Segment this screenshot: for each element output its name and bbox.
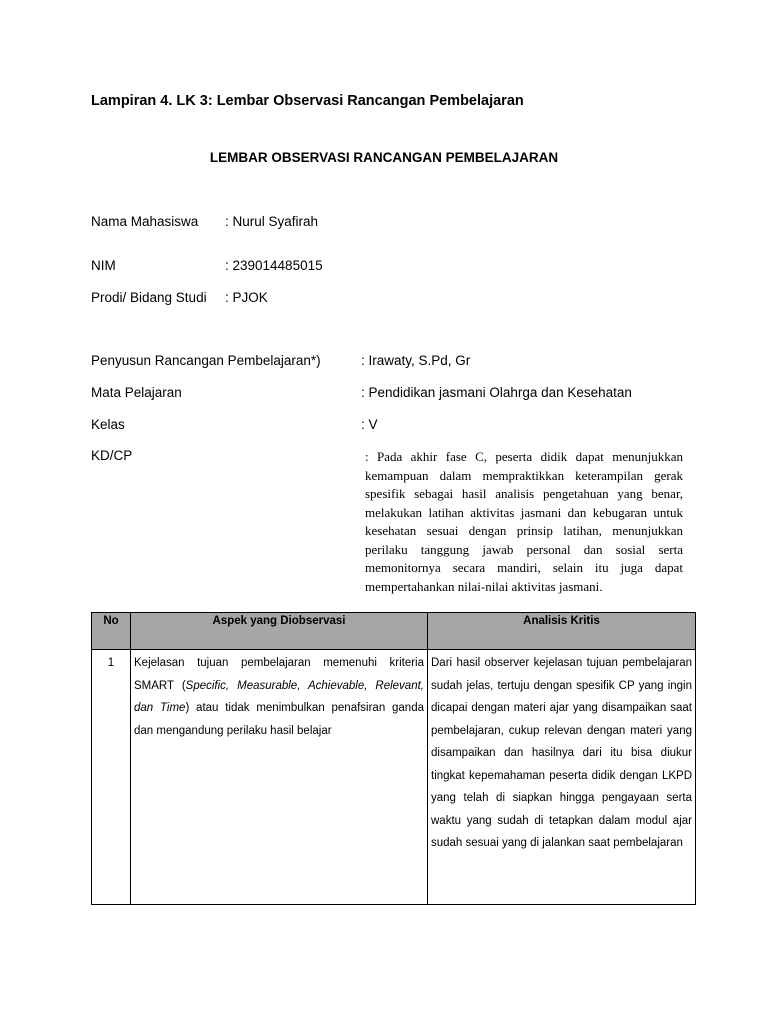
observation-table <box>91 612 696 905</box>
column-header-no: No <box>92 613 131 650</box>
kdcp-label: KD/CP <box>91 448 133 463</box>
appendix-title: Lampiran 4. LK 3: Lembar Observasi Rancangan Pembelajaran <box>91 93 524 109</box>
nim-label: NIM <box>91 258 116 273</box>
author-label: Penyusun Rancangan Pembelajaran*) <box>91 353 321 368</box>
prodi-value: : PJOK <box>225 290 268 305</box>
row-number: 1 <box>92 650 131 905</box>
table-header-row <box>92 613 696 650</box>
nim-value: : 239014485015 <box>225 258 323 273</box>
student-name-value: : Nurul Syafirah <box>225 214 319 229</box>
observed-aspect <box>131 650 428 905</box>
table-row <box>92 650 696 905</box>
aspect-text-end: ) atau tidak menimbulkan penafsiran ganda dan mengandung perilaku hasil belajar <box>134 702 424 737</box>
class-value: : V <box>361 417 378 432</box>
student-name-label: Nama Mahasiswa <box>91 214 199 229</box>
subject-label: Mata Pelajaran <box>91 385 182 400</box>
class-label: Kelas <box>91 417 125 432</box>
subject-value: : Pendidikan jasmani Olahrga dan Kesehatan <box>361 385 632 400</box>
prodi-label: Prodi/ Bidang Studi <box>91 290 207 305</box>
author-value: : Irawaty, S.Pd, Gr <box>361 353 471 368</box>
aspect-text-start: Kejelasan tujuan pembelajaran memenuhi kriteria SMART ( <box>134 657 424 692</box>
page-title: LEMBAR OBSERVASI RANCANGAN PEMBELAJARAN <box>209 150 559 165</box>
critical-analysis: Dari hasil observer kejelasan tujuan pembelajaran sudah jelas, tertuju dengan spesifik CP yang ingin dicapai dengan materi ajar yang disampaikan saat pembelajaran, cukup relevan dengan materi yang disampaikan dan hasilnya dari itu bisa diukur tingkat kepemahaman peserta didik dengan LKPD yang telah di siapkan hingga pengayaan serta waktu yang sudah di tetapkan dalam modul ajar sudah sesuai yang di jalankan saat pembelajaran <box>428 650 696 905</box>
aspect-smart-terms: Specific, Measurable, Achievable, Relevant, dan Time <box>134 679 424 714</box>
kdcp-value: : Pada akhir fase C, peserta didik dapat menunjukkan kemampuan dalam mempraktikkan keterampilan gerak spesifik sebagai hasil analisis pengetahuan yang benar, melakukan latihan aktivitas jasmani dan kebugaran untuk kesehatan sesuai dengan prinsip latihan, menunjukkan perilaku tanggung jawab personal dan sosial serta memonitornya secara mandiri, selain itu juga dapat mempertahankan nilai-nilai aktivitas jasmani. <box>365 449 683 594</box>
column-header-aspect: Aspek yang Diobservasi <box>131 613 428 650</box>
column-header-analysis: Analisis Kritis <box>428 613 696 650</box>
